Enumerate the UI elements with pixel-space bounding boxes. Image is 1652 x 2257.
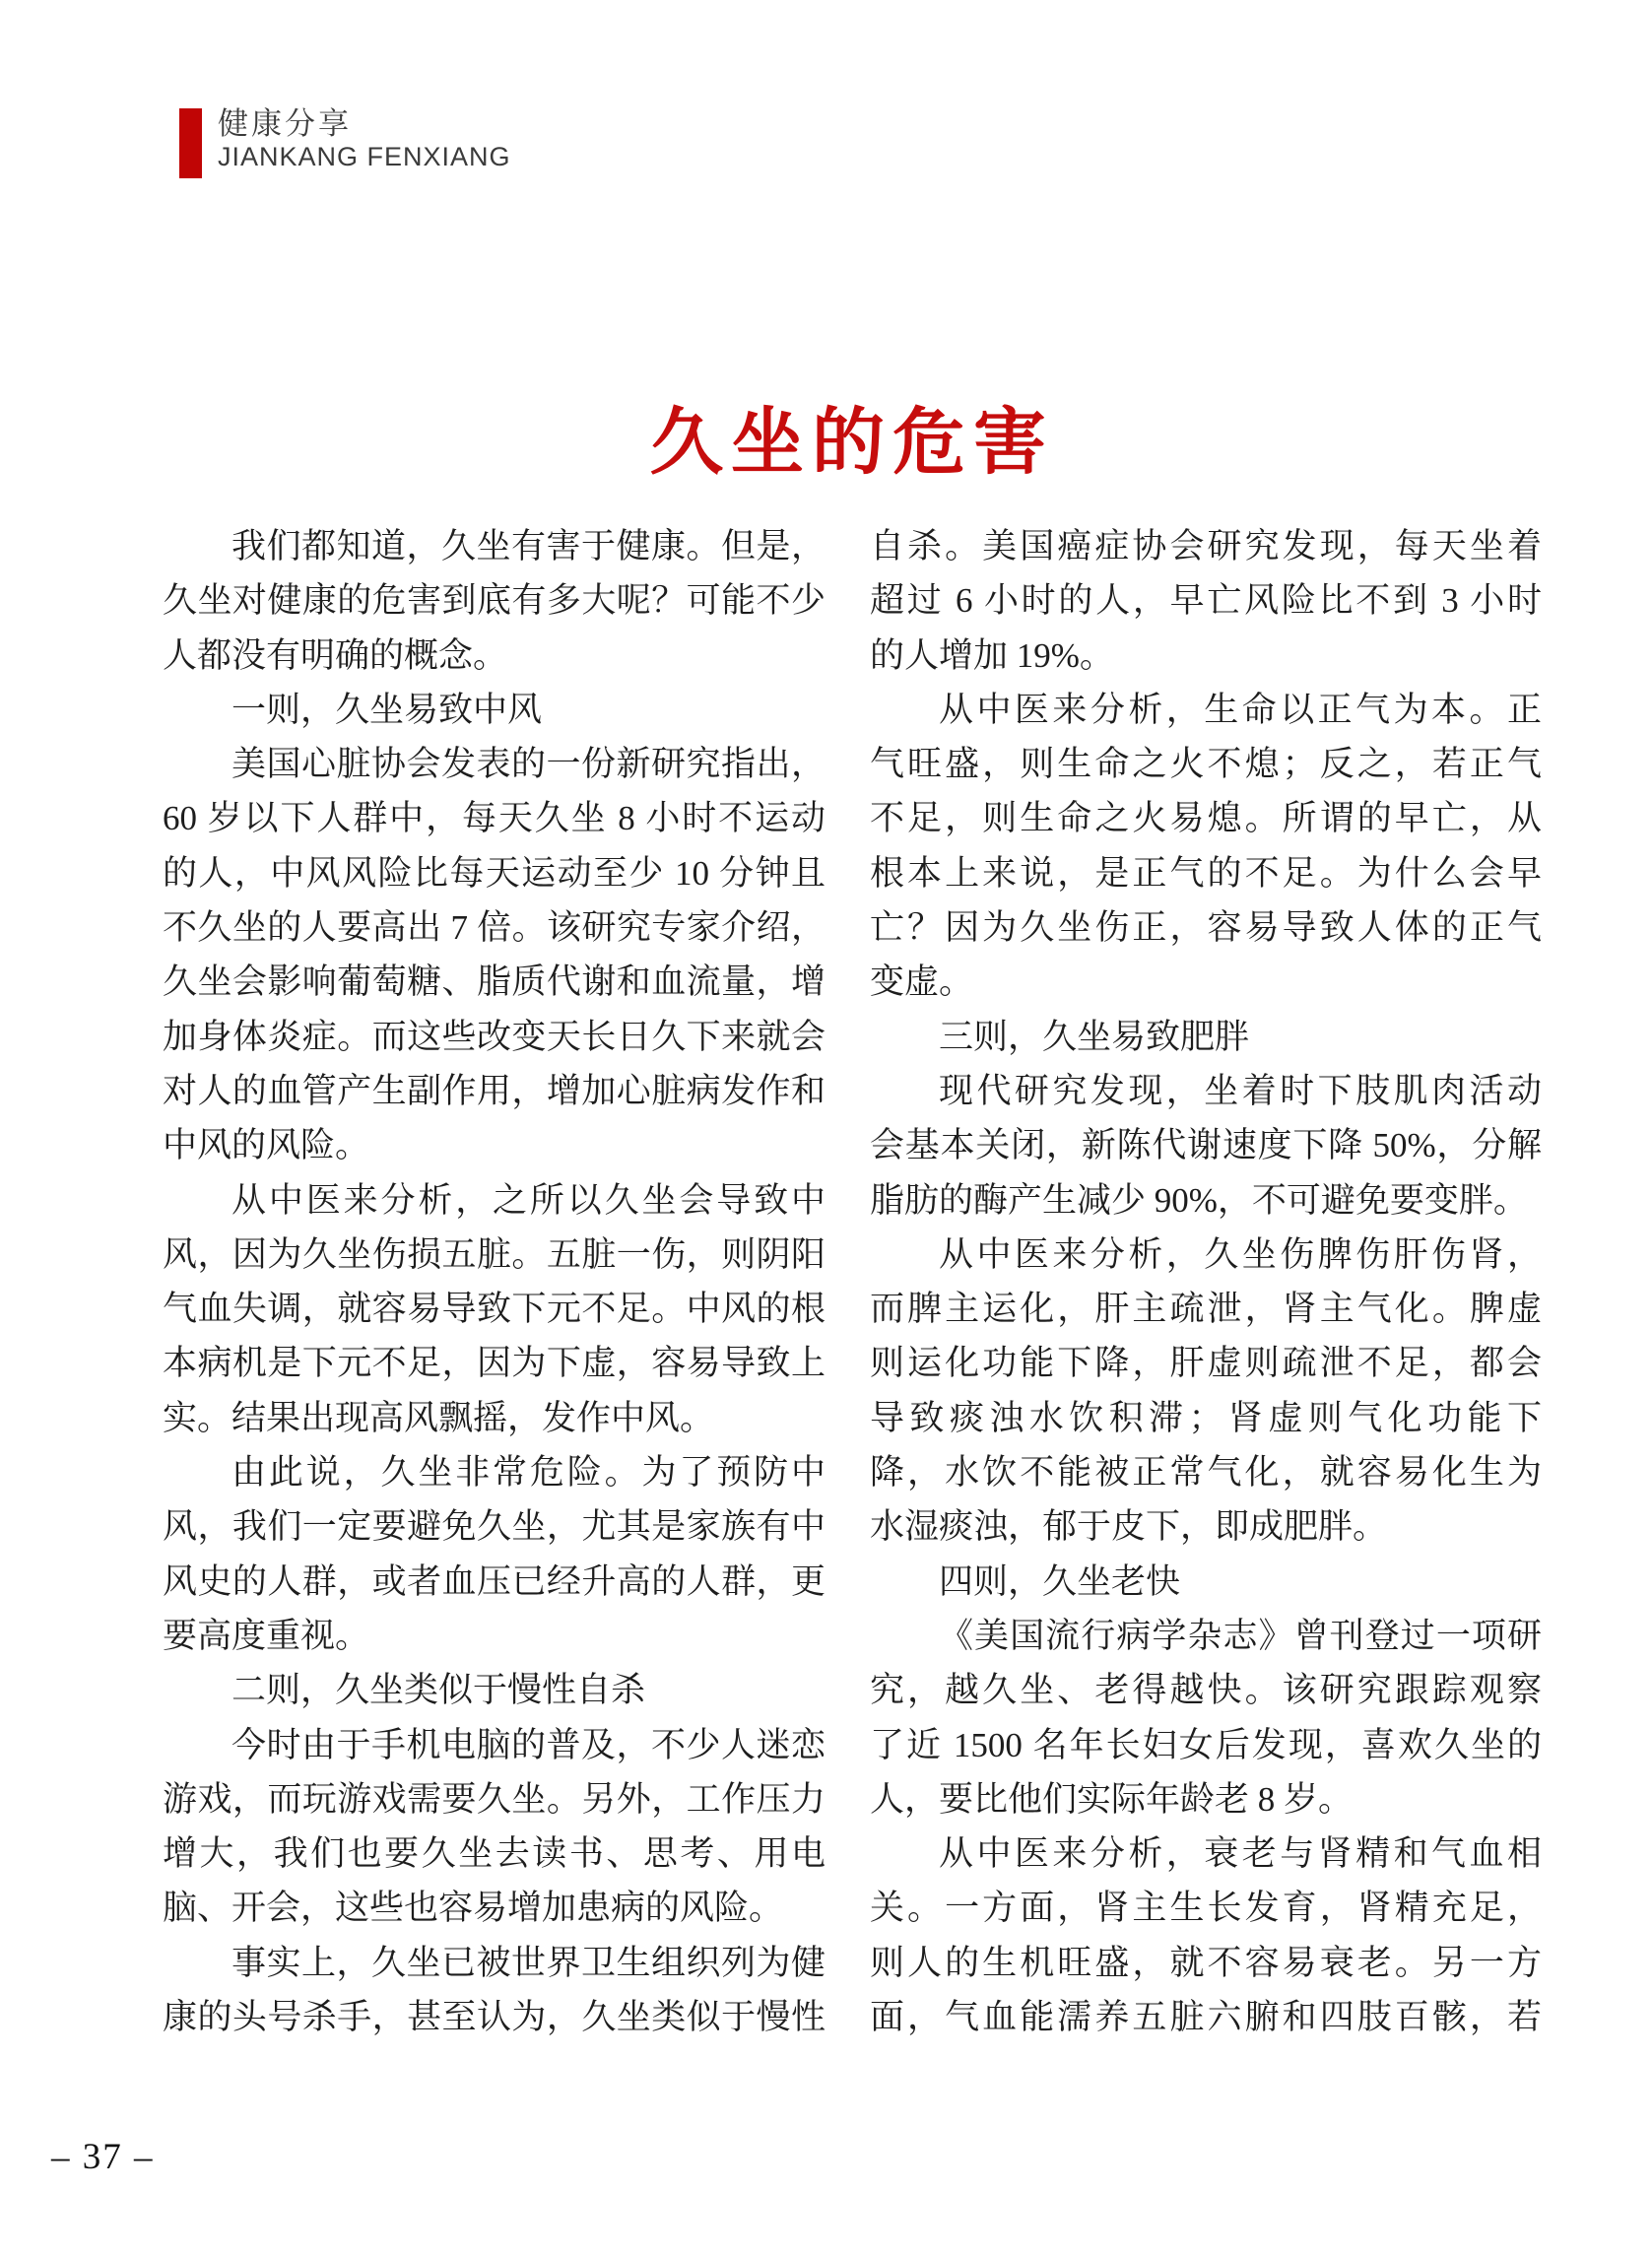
text-line: 从中医来分析，久坐伤脾伤肝伤肾， [939, 1234, 1542, 1274]
text-line: 加身体炎症。而这些改变天长日久下来就会 [163, 1017, 826, 1056]
text-line: 久坐会影响葡萄糖、脂质代谢和血流量，增 [163, 963, 826, 1002]
text-line: 关。一方面，肾主生长发育，肾精充足， [870, 1889, 1542, 1928]
text-line: 究，越久坐、老得越快。该研究跟踪观察 [870, 1671, 1542, 1710]
text-line: 从中医来分析，生命以正气为本。正 [939, 690, 1542, 729]
text-line: 风，我们一定要避免久坐，尤其是家族有中 [163, 1507, 826, 1547]
text-line: 康的头号杀手，甚至认为，久坐类似于慢性 [163, 1998, 826, 2037]
text-line: 从中医来分析，之所以久坐会导致中 [231, 1180, 826, 1220]
text-line: 亡？因为久坐伤正，容易导致人体的正气 [870, 908, 1542, 948]
text-column-right [870, 519, 1542, 2044]
text-line: 不足，则生命之火易熄。所谓的早亡，从 [870, 799, 1542, 838]
text-line: 实。结果出现高风飘摇，发作中风。 [163, 1398, 715, 1437]
text-line: 要高度重视。 [163, 1616, 370, 1655]
text-line: 根本上来说，是正气的不足。为什么会早 [870, 853, 1542, 893]
text-line: 会基本关闭，新陈代谢速度下降 50%，分解 [870, 1126, 1542, 1165]
text-line: 我们都知道，久坐有害于健康。但是， [231, 527, 826, 565]
article-title: 久坐的危害 [650, 402, 1054, 484]
text-line: 风，因为久坐伤损五脏。五脏一伤，则阴阳 [163, 1234, 826, 1274]
text-line: 四则，久坐老快 [939, 1561, 1181, 1601]
text-line: 则人的生机旺盛，就不容易衰老。另一方 [870, 1943, 1542, 1982]
text-line: 《美国流行病学杂志》曾刊登过一项研 [939, 1616, 1542, 1655]
text-line: 变虚。 [870, 963, 974, 1002]
text-line: 自杀。美国癌症协会研究发现，每天坐着 [870, 527, 1542, 565]
text-line: 脑、开会，这些也容易增加患病的风险。 [163, 1889, 784, 1928]
text-line: 中风的风险。 [163, 1126, 370, 1165]
text-line: 三则，久坐易致肥胖 [939, 1017, 1250, 1056]
text-line: 面，气血能濡养五脏六腑和四肢百骸，若 [870, 1998, 1542, 2037]
text-line: 增大，我们也要久坐去读书、思考、用电 [163, 1834, 826, 1874]
section-marker-bar [179, 108, 202, 178]
text-line: 人，要比他们实际年龄老 8 岁。 [870, 1779, 1354, 1819]
text-column-left [163, 519, 826, 2044]
text-line: 了近 1500 名年长妇女后发现，喜欢久坐的 [870, 1725, 1542, 1764]
text-line: 由此说，久坐非常危险。为了预防中 [231, 1453, 826, 1493]
text-line: 则运化功能下降，肝虚则疏泄不足，都会 [870, 1344, 1542, 1383]
text-line: 气旺盛，则生命之火不熄；反之，若正气 [870, 745, 1542, 784]
text-line: 脂肪的酶产生减少 90%，不可避免要变胖。 [870, 1180, 1528, 1220]
page-number: – 37 – [51, 2137, 155, 2177]
text-line: 风史的人群，或者血压已经升高的人群，更 [163, 1561, 826, 1601]
text-line: 美国心脏协会发表的一份新研究指出， [231, 745, 826, 784]
text-line: 降，水饮不能被正常气化，就容易化生为 [870, 1453, 1542, 1493]
text-line: 从中医来分析，衰老与肾精和气血相 [939, 1834, 1542, 1874]
text-line: 水湿痰浊，郁于皮下，即成肥胖。 [870, 1507, 1388, 1547]
text-line: 气血失调，就容易导致下元不足。中风的根 [163, 1290, 826, 1329]
text-line: 的人，中风风险比每天运动至少 10 分钟且 [163, 853, 826, 893]
section-subtitle: JIANKANG FENXIANG [218, 142, 511, 171]
text-line: 超过 6 小时的人，早亡风险比不到 3 小时 [870, 581, 1542, 621]
text-line: 人都没有明确的概念。 [163, 635, 508, 675]
text-line: 现代研究发现，坐着时下肢肌肉活动 [939, 1071, 1542, 1110]
text-line: 二则，久坐类似于慢性自杀 [231, 1671, 646, 1710]
text-line: 今时由于手机电脑的普及，不少人迷恋 [231, 1725, 826, 1764]
text-line: 导致痰浊水饮积滞；肾虚则气化功能下 [870, 1398, 1542, 1437]
text-line: 事实上，久坐已被世界卫生组织列为健 [231, 1943, 826, 1982]
text-line: 本病机是下元不足，因为下虚，容易导致上 [163, 1344, 826, 1383]
section-title: 健康分享 [218, 106, 352, 141]
text-line: 一则，久坐易致中风 [231, 690, 543, 729]
text-line: 而脾主运化，肝主疏泄，肾主气化。脾虚 [870, 1290, 1542, 1329]
text-line: 游戏，而玩游戏需要久坐。另外，工作压力 [163, 1779, 826, 1819]
text-line: 的人增加 19%。 [870, 635, 1114, 675]
text-line: 60 岁以下人群中，每天久坐 8 小时不运动 [163, 799, 826, 838]
text-line: 久坐对健康的危害到底有多大呢？可能不少 [163, 581, 826, 621]
text-line: 不久坐的人要高出 7 倍。该研究专家介绍， [163, 908, 826, 948]
text-line: 对人的血管产生副作用，增加心脏病发作和 [163, 1071, 826, 1110]
